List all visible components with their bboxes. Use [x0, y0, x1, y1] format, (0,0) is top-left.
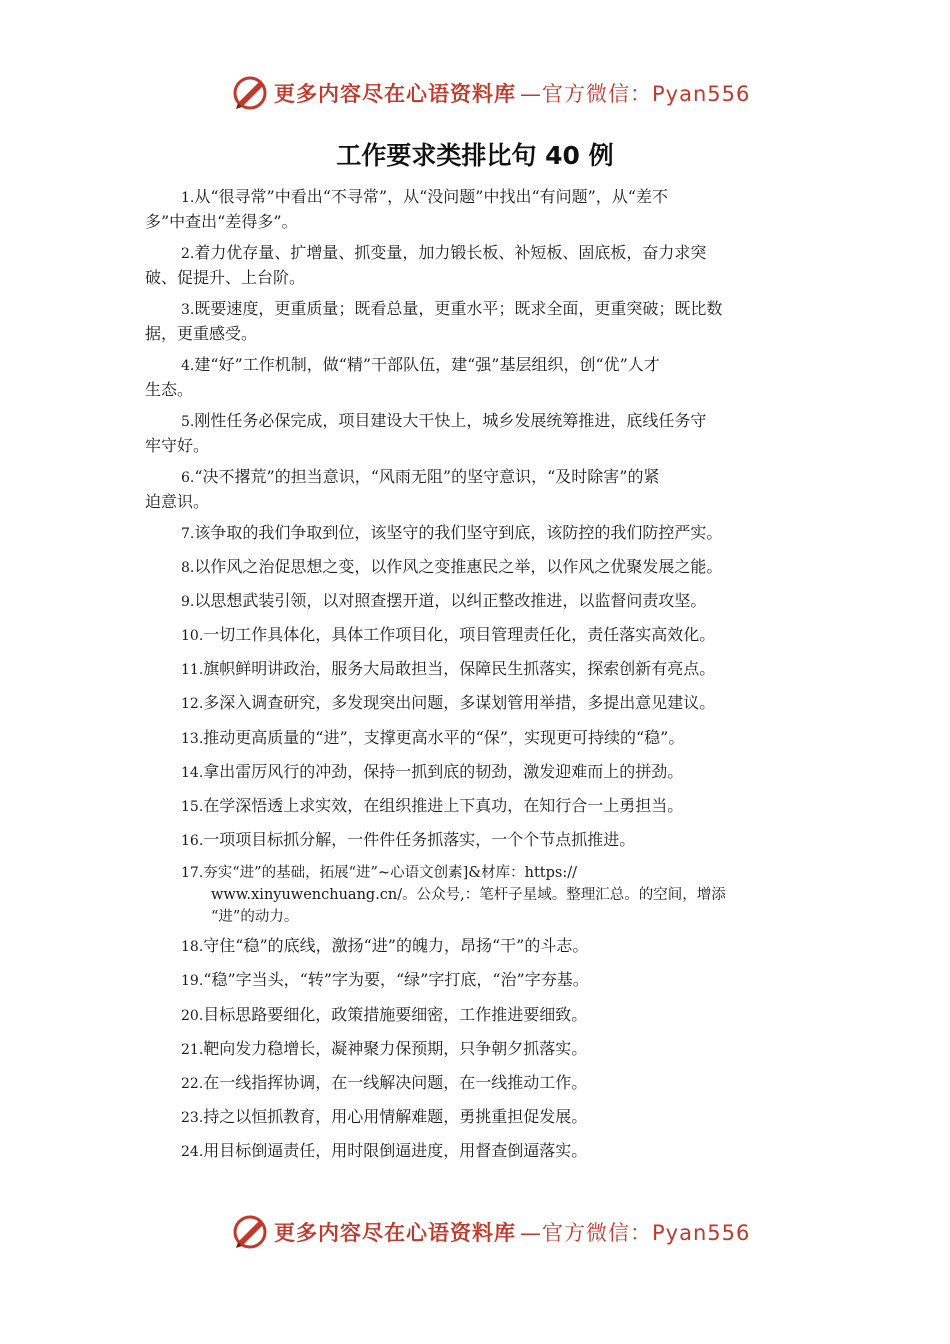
item-text: 多深入调查研究，多发现突出问题，多谋划管用举措，多提出意见建议。 — [203, 693, 716, 712]
banner-text: 更多内容尽在心语资料库 — [274, 1221, 516, 1245]
header-banner — [230, 71, 750, 115]
item-text: 一切工作具体化，具体工作项目化，项目管理责任化，责任落实高效化。 — [203, 625, 716, 644]
item-text: 守住“稳”的底线，激扬“进”的魄力，昂扬“干”的斗志。 — [203, 936, 589, 955]
list-item — [145, 760, 805, 785]
item-number: 6. — [181, 470, 195, 486]
item-number: 11. — [181, 662, 204, 678]
item-text: 该争取的我们争取到位，该坚守的我们坚守到底，该防控的我们防控严实。 — [194, 523, 723, 542]
list-item — [145, 934, 805, 959]
item-text: 牢守好。 — [145, 436, 210, 455]
item-text: www.xinyuwenchuang.cn/。公众号,：笔杆子星域。整理汇总。的空间，增添 — [211, 887, 726, 903]
item-text: 以思想武装引领，以对照查摆开道，以纠正整改推进，以监督问责攻坚。 — [194, 591, 707, 610]
item-number: 13. — [181, 731, 204, 747]
item-text: 以作风之治促思想之变，以作风之变推惠民之举，以作风之优聚发展之能。 — [194, 557, 723, 576]
item-number: 1. — [181, 190, 195, 206]
item-number: 8. — [181, 560, 195, 576]
page-title: 工作要求类排比句 40 例 — [336, 141, 614, 170]
item-number: 23. — [181, 1110, 204, 1126]
item-text: 持之以恒抓教育，用心用情解难题，勇挑重担促发展。 — [203, 1107, 588, 1126]
list-item — [145, 1139, 805, 1164]
item-number: 12. — [181, 696, 204, 712]
item-text: 拿出雷厉风行的冲劲，保持一抓到底的韧劲，激发迎难而上的拼劲。 — [203, 762, 684, 781]
item-text: 旗帜鲜明讲政治，服务大局敢担当，保障民生抓落实，探索创新有亮点。 — [203, 659, 716, 678]
item-number: 20. — [181, 1008, 204, 1024]
item-text: 目标思路要细化，政策措施要细密，工作推进要细致。 — [203, 1005, 588, 1024]
list-item — [145, 1071, 805, 1096]
list-item — [145, 726, 805, 751]
list-item — [145, 968, 805, 993]
list-item — [145, 465, 805, 513]
list-item — [145, 1003, 805, 1028]
item-number: 2. — [181, 246, 195, 262]
item-text: 多”中查出“差得多”。 — [145, 212, 298, 231]
item-text: 一项项目标抓分解，一件件任务抓落实，一个个节点抓推进。 — [203, 830, 636, 849]
banner-text: 更多内容尽在心语资料库 — [274, 82, 516, 106]
item-text: 夯实“进”的基础，拓展“进”~心语文创素]&材库：https:// — [203, 865, 578, 881]
item-number: 18. — [181, 939, 204, 955]
item-text: 在一线指挥协调，在一线解决问题，在一线推动工作。 — [203, 1073, 588, 1092]
item-text: 刚性任务必保完成，项目建设大干快上，城乡发展统筹推进，底线任务守 — [194, 411, 707, 430]
list-item — [145, 555, 805, 580]
item-number: 4. — [181, 358, 195, 374]
item-number: 19. — [181, 973, 204, 989]
item-text: 在学深悟透上求实效，在组织推进上下真功，在知行合一上勇担当。 — [203, 796, 684, 815]
item-number: 9. — [181, 594, 195, 610]
item-number: 24. — [181, 1144, 204, 1160]
item-number: 17. — [181, 865, 204, 881]
list-item — [145, 623, 805, 648]
item-number: 15. — [181, 799, 204, 815]
pen-logo-icon — [230, 1212, 270, 1252]
list-item — [145, 353, 805, 401]
item-number: 16. — [181, 833, 204, 849]
list-item — [145, 241, 805, 289]
list-item — [145, 691, 805, 716]
banner-wechat: —官方微信：Pyan556 — [520, 82, 751, 106]
list-item — [145, 297, 805, 345]
footer-banner — [230, 1210, 750, 1254]
item-text: “进”的动力。 — [211, 909, 299, 925]
list-item — [145, 1037, 805, 1062]
item-number: 21. — [181, 1042, 204, 1058]
item-text: 迫意识。 — [145, 492, 210, 511]
list-item — [181, 862, 805, 928]
item-text: 建“好”工作机制，做“精”干部队伍，建“强”基层组织，创“优”人才 — [194, 355, 660, 374]
item-number: 3. — [181, 302, 195, 318]
list-item — [145, 828, 805, 853]
item-number: 7. — [181, 526, 195, 542]
item-text: 着力优存量、扩增量、抓变量，加力锻长板、补短板、固底板，奋力求突 — [194, 243, 707, 262]
list-item — [145, 409, 805, 457]
list-item — [145, 794, 805, 819]
banner-wechat: —官方微信：Pyan556 — [520, 1221, 751, 1245]
item-number: 10. — [181, 628, 204, 644]
item-text: 既要速度，更重质量；既看总量，更重水平；既求全面，更重突破；既比数 — [194, 299, 723, 318]
item-text: 据，更重感受。 — [145, 324, 258, 343]
item-text: 从“很寻常”中看出“不寻常”，从“没问题”中找出“有问题”，从“差不 — [194, 187, 668, 206]
item-text: 推动更高质量的“进”，支撑更高水平的“保”，实现更可持续的“稳”。 — [203, 728, 685, 747]
list-item — [145, 185, 805, 233]
list-item — [145, 657, 805, 682]
item-number: 5. — [181, 414, 195, 430]
item-number: 14. — [181, 765, 204, 781]
item-text: 靶向发力稳增长，凝神聚力保预期，只争朝夕抓落实。 — [203, 1039, 588, 1058]
item-text: “稳”字当头，“转”字为要，“绿”字打底，“治”字夯基。 — [203, 970, 589, 989]
item-text: 用目标倒逼责任，用时限倒逼进度，用督查倒逼落实。 — [203, 1141, 588, 1160]
list-item — [145, 521, 805, 546]
item-text: “决不撂荒”的担当意识，“风雨无阻”的坚守意识，“及时除害”的紧 — [194, 467, 660, 486]
item-number: 22. — [181, 1076, 204, 1092]
list-item — [145, 1105, 805, 1130]
item-text: 生态。 — [145, 380, 194, 399]
pen-logo-icon — [230, 73, 270, 113]
item-text: 破、促提升、上台阶。 — [145, 268, 306, 287]
list-item — [145, 589, 805, 614]
